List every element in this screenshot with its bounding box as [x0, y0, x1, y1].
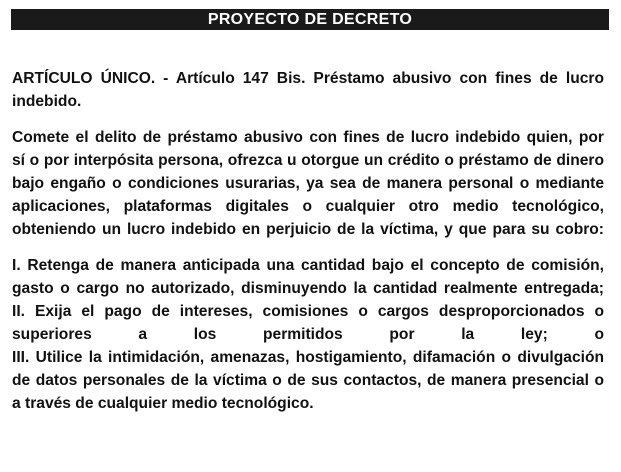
offense-definition-paragraph [12, 126, 604, 241]
paragraph-line: III. Utilice la intimidación, amenazas, hostigamiento, difamación o divulgación [12, 349, 604, 366]
paragraph-line: de datos personales de la víctima o de sus contactos, de manera presencial o [12, 372, 604, 389]
paragraph-line: II. Exija el pago de intereses, comisiones o cargos desproporcionados o [12, 303, 604, 320]
article-heading [12, 67, 604, 113]
document-body [12, 67, 604, 415]
paragraph-line: I. Retenga de manera anticipada una cantidad bajo el concepto de comisión, [12, 257, 604, 274]
paragraph-line: a través de cualquier medio tecnológico. [12, 395, 314, 412]
article-heading-line: ARTÍCULO ÚNICO. - Artículo 147 Bis. Préstamo abusivo con fines de lucro [12, 70, 604, 87]
paragraph-line: bajo engaño o condiciones usurarias, ya sea de manera personal o mediante [12, 175, 604, 192]
document-title: PROYECTO DE DECRETO [11, 9, 609, 30]
paragraph-line: superiores a los permitidos por la ley; o [12, 326, 604, 343]
paragraph-line: Comete el delito de préstamo abusivo con fines de lucro indebido quien, por [12, 129, 604, 146]
paragraph-line: obteniendo un lucro indebido en perjuicio de la víctima, y que para su cobro: [12, 221, 604, 238]
article-heading-line: indebido. [12, 93, 82, 110]
fractions-paragraph [12, 254, 604, 415]
paragraph-line: gasto o cargo no autorizado, disminuyendo la cantidad realmente entregada; [12, 280, 604, 297]
paragraph-line: sí o por interpósita persona, ofrezca u otorgue un crédito o préstamo de dinero [12, 152, 604, 169]
paragraph-line: aplicaciones, plataformas digitales o cualquier otro medio tecnológico, [12, 198, 604, 215]
